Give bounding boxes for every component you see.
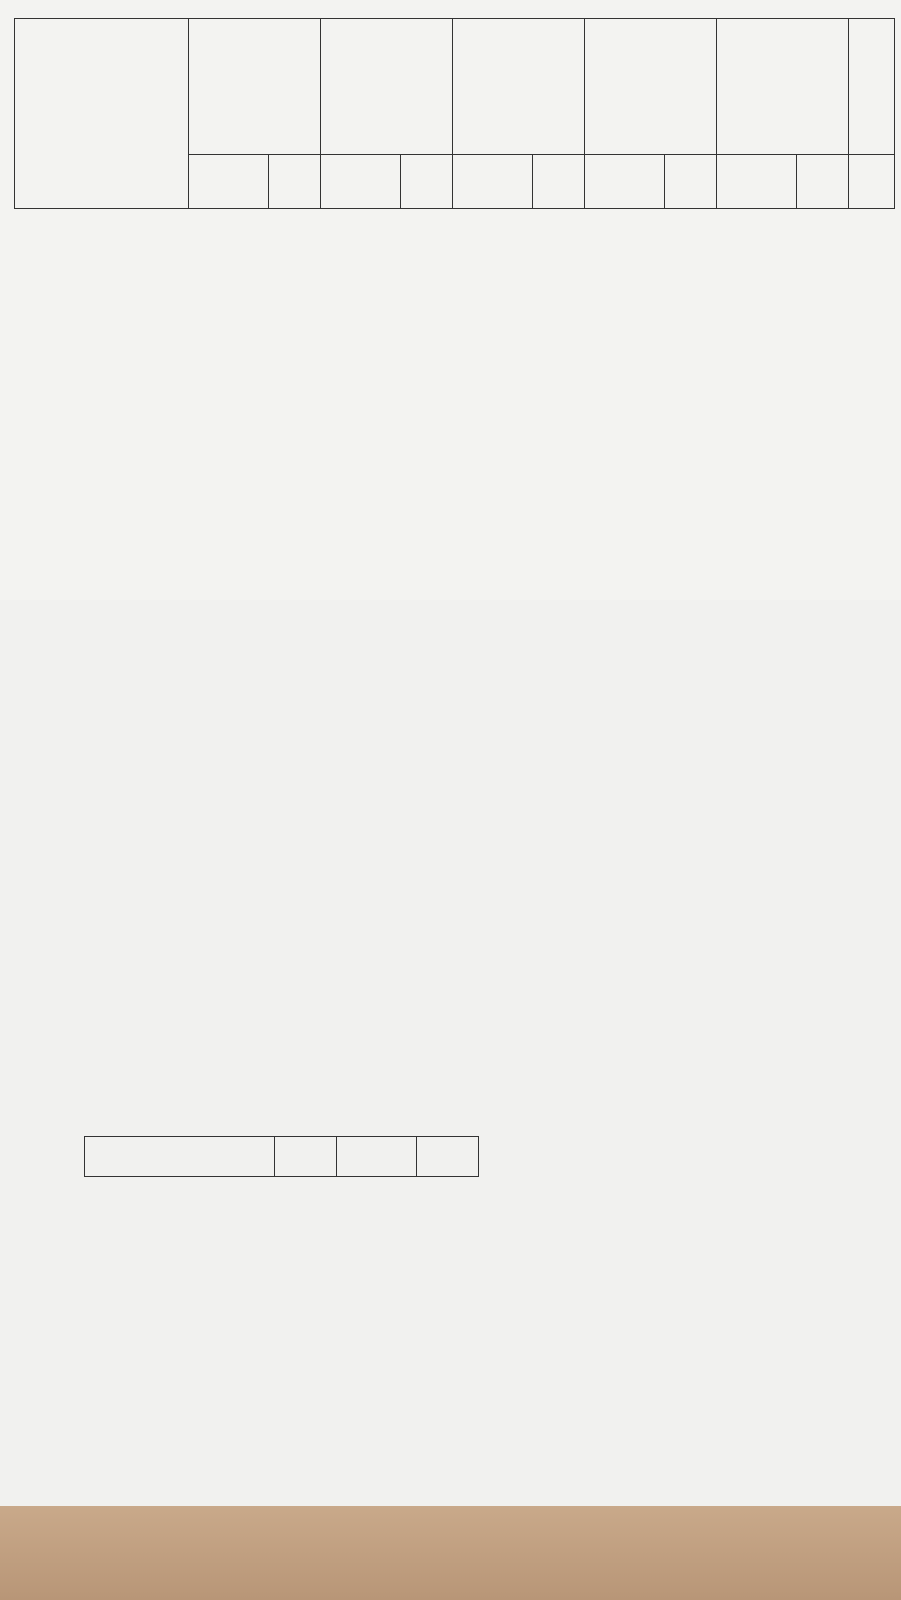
fam-header-date	[337, 1137, 417, 1177]
day-header-friday	[717, 19, 849, 155]
fam-header-code	[275, 1137, 337, 1177]
fam-header-sign	[417, 1137, 479, 1177]
col-toplam	[665, 155, 717, 209]
col-toplam	[533, 155, 585, 209]
schedule-page-bottom	[0, 600, 901, 1506]
day-header-thursday	[585, 19, 717, 155]
fam-header-name	[85, 1137, 275, 1177]
corner-title	[15, 19, 189, 209]
day-header-monday	[189, 19, 321, 155]
col-mesai	[321, 155, 401, 209]
schedule-table-top	[14, 18, 895, 209]
col-toplam	[797, 155, 849, 209]
family-doctor-table	[84, 1136, 479, 1177]
col-mesai	[453, 155, 533, 209]
col-toplam	[401, 155, 453, 209]
day-header-wednesday	[453, 19, 585, 155]
col-mesai-cut	[849, 155, 895, 209]
day-header-tuesday	[321, 19, 453, 155]
col-mesai	[717, 155, 797, 209]
col-mesai	[585, 155, 665, 209]
day-header-saturday	[849, 19, 895, 155]
col-toplam	[269, 155, 321, 209]
table-surface	[0, 1506, 901, 1600]
col-mesai	[189, 155, 269, 209]
